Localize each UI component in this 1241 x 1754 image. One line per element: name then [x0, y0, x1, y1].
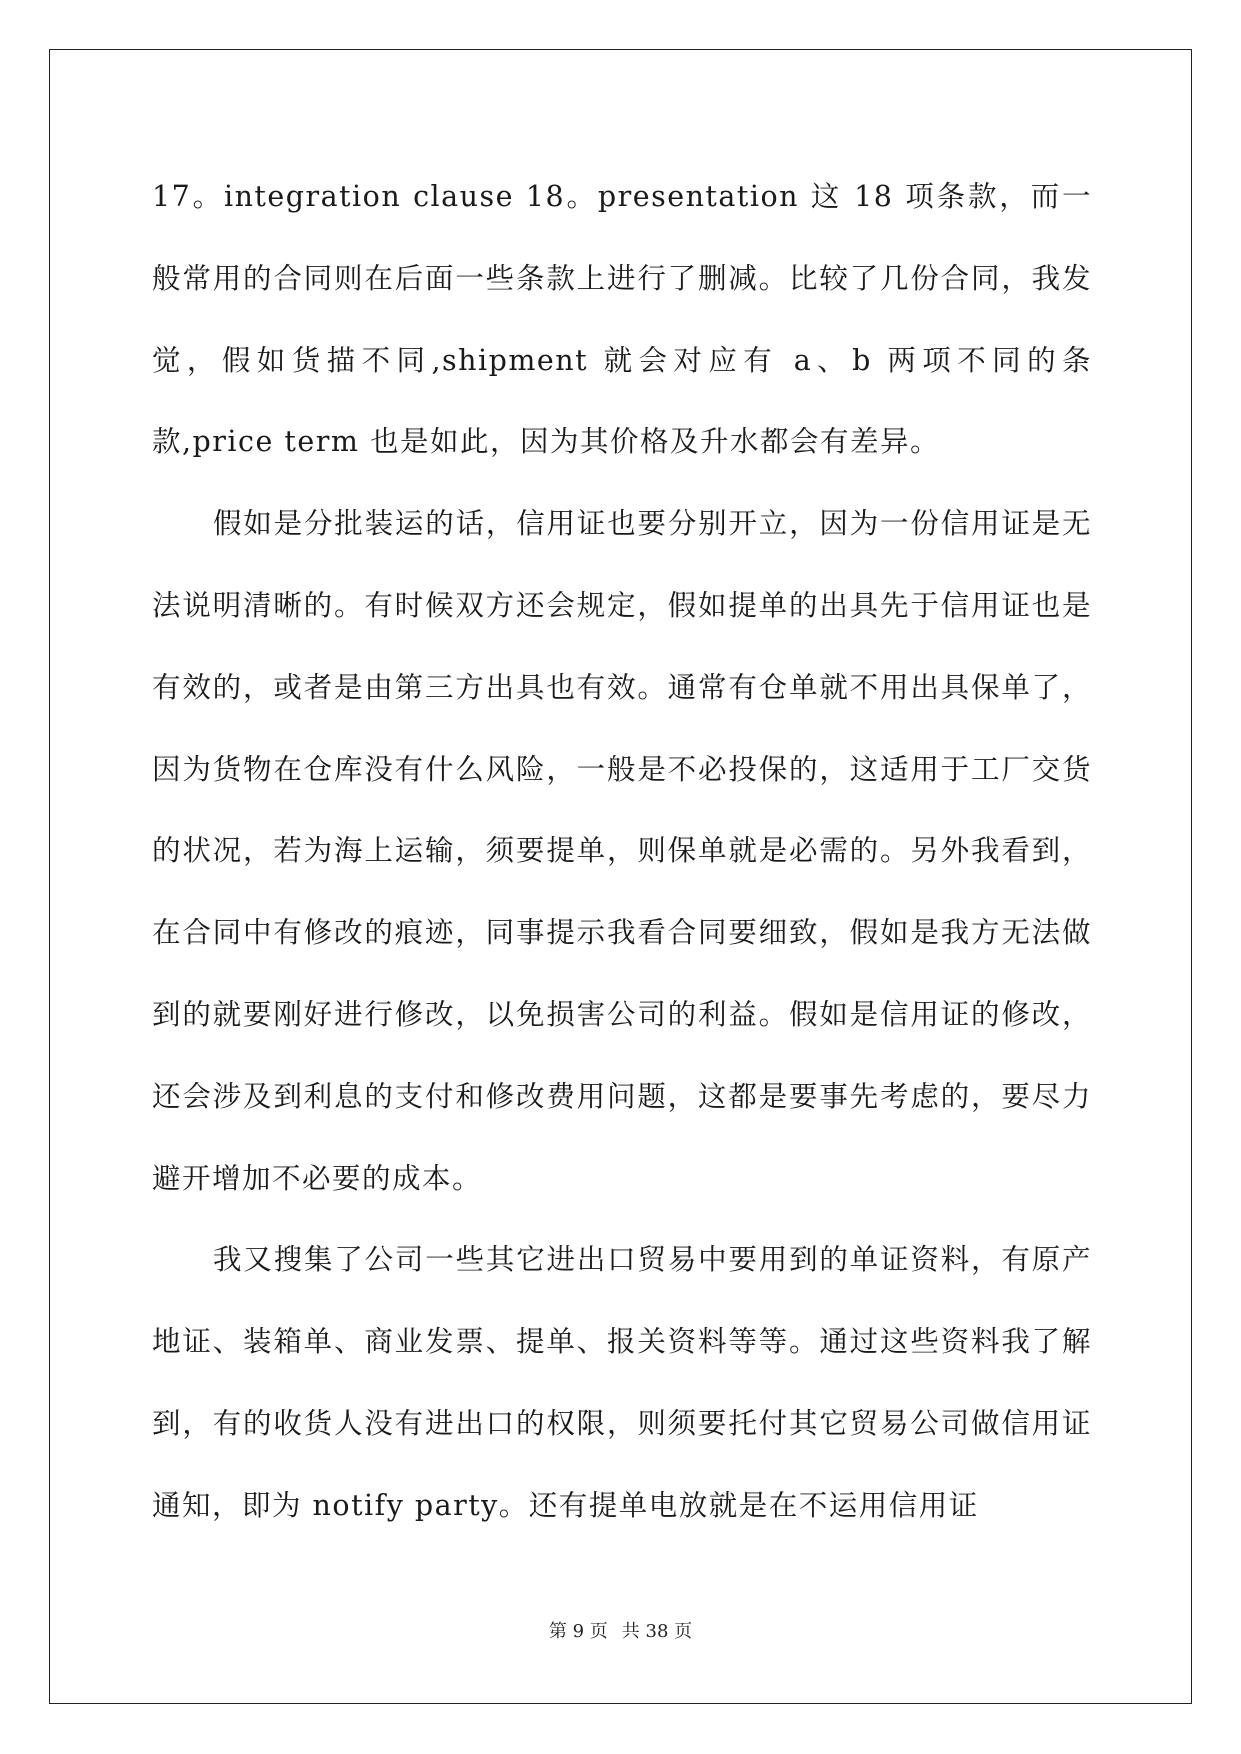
paragraph-2: 假如是分批装运的话，信用证也要分别开立，因为一份信用证是无法说明清晰的。有时候双方还会规定，假如提单的出具先于信用证也是有效的，或者是由第三方出具也有效。通常有仓单就不用出具保单了，因为货物在仓库没有什么风险，一般是不必投保的，这适用于工厂交货的状况，若为海上运输，须要提单，则保单就是必需的。另外我看到，在合同中有修改的痕迹，同事提示我看合同要细致，假如是我方无法做到的就要刚好进行修改，以免损害公司的利益。假如是信用证的修改，还会涉及到利息的支付和修改费用问题，这都是要事先考虑的，要尽力避开增加不必要的成本。 [152, 507, 1092, 1195]
page-total: 共 38 页 [621, 1621, 693, 1642]
document-body [152, 156, 1092, 1547]
page-number: 第 9 页 [548, 1621, 608, 1642]
paragraph-3: 我又搜集了公司一些其它进出口贸易中要用到的单证资料，有原产地证、装箱单、商业发票、提单、报关资料等等。通过这些资料我了解到，有的收货人没有进出口的权限，则须要托付其它贸易公司做信用证通知，即为 notify party。还有提单电放就是在不运用信用证 [152, 1243, 1092, 1522]
paragraph-1: 17。integration clause 18。presentation 这 18 项条款，而一般常用的合同则在后面一些条款上进行了删减。比较了几份合同，我发觉，假如货描不同,shipment 就会对应有 a、b 两项不同的条款,price term 也是如此，因为其价格及升水都会有差异。 [152, 180, 1092, 459]
page-footer [0, 1621, 1241, 1643]
